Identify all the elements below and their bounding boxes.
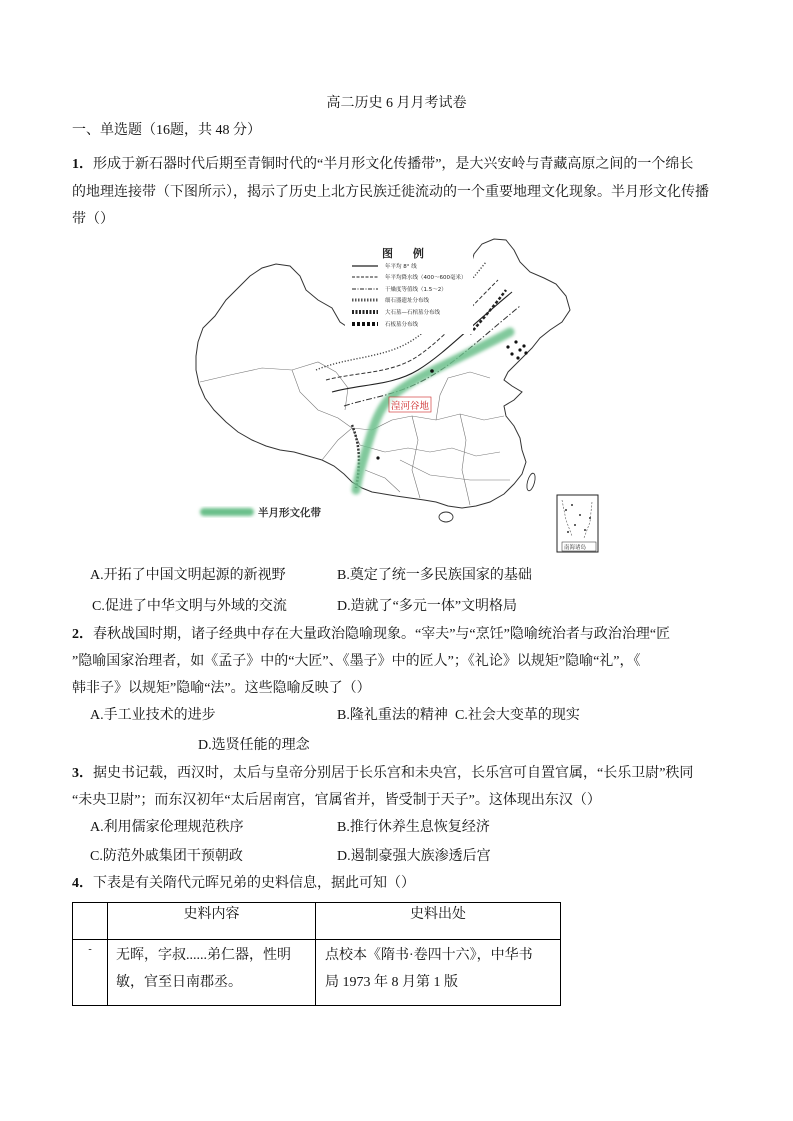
page-title: 高二历史 6 月月考试卷 (326, 96, 467, 111)
island-dot (565, 509, 567, 511)
question-number: 2． (72, 627, 93, 642)
question-1-line-2: 的地理连接带（下图所示），揭示了历史上北方民族迁徙流动的一个重要地理文化现象。半月形文化传播 (72, 185, 709, 200)
south-china-sea-inset (557, 495, 598, 552)
place-label-group (389, 397, 431, 412)
map-legend (345, 241, 473, 334)
site-marker (524, 351, 527, 354)
legend-item: 细石器遗址分布线 (385, 298, 430, 304)
question-2-line-3: 韩非子》以规矩”隐喻“法”。这些隐喻反映了（） (72, 681, 371, 696)
q3-option-c: C.防范外戚集团干预朝政 (90, 849, 243, 864)
question-text: 春秋战国时期，诸子经典中存在大量政治隐喻现象。“宰夫”与“烹饪”隐喻统治者与政治治理“匠 (93, 627, 671, 642)
island-dot (571, 504, 573, 506)
question-3-line-1 (72, 764, 693, 784)
site-marker (506, 345, 509, 348)
question-2-line-1 (72, 625, 670, 645)
legend-item: 石板墓分布线 (385, 322, 419, 328)
table-cell-source (316, 940, 561, 1006)
site-marker (376, 456, 379, 459)
belt-legend-label: 半月形文化带 (258, 507, 321, 519)
legend-item: 干燥度等值线（1.5～2） (385, 287, 447, 293)
cell-text-line: 局 1973 年 8 月第 1 版 (325, 975, 458, 990)
place-label: 湟河谷地 (391, 401, 430, 412)
legend-item: 年平均 8° 线 (385, 264, 417, 270)
legend-item: 大石墓—石棺墓分布线 (385, 310, 441, 316)
q2-option-d: D.选贤任能的理念 (198, 738, 310, 753)
table-header-source: 史料出处 (316, 903, 561, 940)
table-cell-index: - (73, 940, 108, 1006)
cell-text-line: 点校本《隋书·卷四十六》，中华书 (325, 948, 533, 963)
hainan-island (439, 512, 453, 522)
q3-option-a: A.利用儒家伦理规范秩序 (90, 820, 244, 835)
legend-item: 年平均降水线（400～600毫米） (385, 275, 467, 281)
question-text: 下表是有关隋代元晖兄弟的史料信息，据此可知（） (93, 876, 415, 891)
table-row (73, 940, 561, 1006)
q3-option-b: B.推行休养生息恢复经济 (337, 820, 490, 835)
question-number: 1． (72, 157, 93, 172)
table-header-content: 史料内容 (108, 903, 316, 940)
table-cell-content (108, 940, 316, 1006)
question-4-line-1 (72, 874, 415, 894)
q3-option-d: D.遏制豪强大族渗透后宫 (337, 849, 491, 864)
island-dot (584, 529, 586, 531)
q1-option-b: B.奠定了统一多民族国家的基础 (337, 568, 532, 583)
q2-option-c: C.社会大变革的现实 (455, 708, 580, 723)
inset-label: 南海诸岛 (564, 545, 587, 551)
question-1-line-1 (72, 155, 693, 175)
q2-option-b: B.隆礼重法的精神 (337, 708, 448, 723)
cell-text-line: 敏，官至日南郡丞。 (116, 975, 242, 990)
site-marker (430, 369, 434, 373)
historical-source-table (72, 902, 561, 1006)
question-number: 3． (72, 766, 93, 781)
q1-option-a: A.开拓了中国文明起源的新视野 (90, 568, 286, 583)
half-moon-culture-belt-map (185, 235, 600, 555)
legend-title: 图 例 (382, 247, 432, 260)
q2-option-a: A.手工业技术的进步 (90, 708, 216, 723)
section-heading: 一、单选题（16题，共 48 分） (72, 123, 261, 138)
belt-legend-swatch (200, 508, 254, 516)
question-1-line-3: 带（） (72, 212, 114, 227)
island-dot (579, 514, 581, 516)
question-2-line-2: ”隐喻国家治理者，如《孟子》中的“大匠”、《墨子》中的匠人”；《礼论》以规矩”隐喻“礼”，《 (72, 654, 641, 669)
q1-option-d: D.造就了“多元一体”文明格局 (337, 599, 518, 614)
cell-text-line: 无晖，字叔......弟仁器，性明 (116, 948, 291, 963)
site-marker (510, 352, 513, 355)
question-3-line-2: “未央卫尉”；而东汉初年“太后居南宫，官属省并，皆受制于天子”。这体现出东汉（） (72, 793, 601, 808)
island-dot (567, 531, 569, 533)
question-text: 形成于新石器时代后期至青铜时代的“半月形文化传播带”，是大兴安岭与青藏高原之间的一个绵长 (93, 157, 694, 172)
q1-option-c: C.促进了中华文明与外域的交流 (92, 599, 287, 614)
island-dot (574, 524, 576, 526)
site-marker (518, 348, 521, 351)
question-text: 据史书记载，西汉时，太后与皇帝分别居于长乐宫和未央宫，长乐宫可自置官属，“长乐卫尉”秩同 (93, 766, 694, 781)
table-header-blank (73, 903, 108, 940)
table-header-row (73, 903, 561, 940)
site-marker (516, 356, 519, 359)
site-marker (522, 344, 525, 347)
site-marker (514, 340, 517, 343)
question-number: 4． (72, 876, 93, 891)
